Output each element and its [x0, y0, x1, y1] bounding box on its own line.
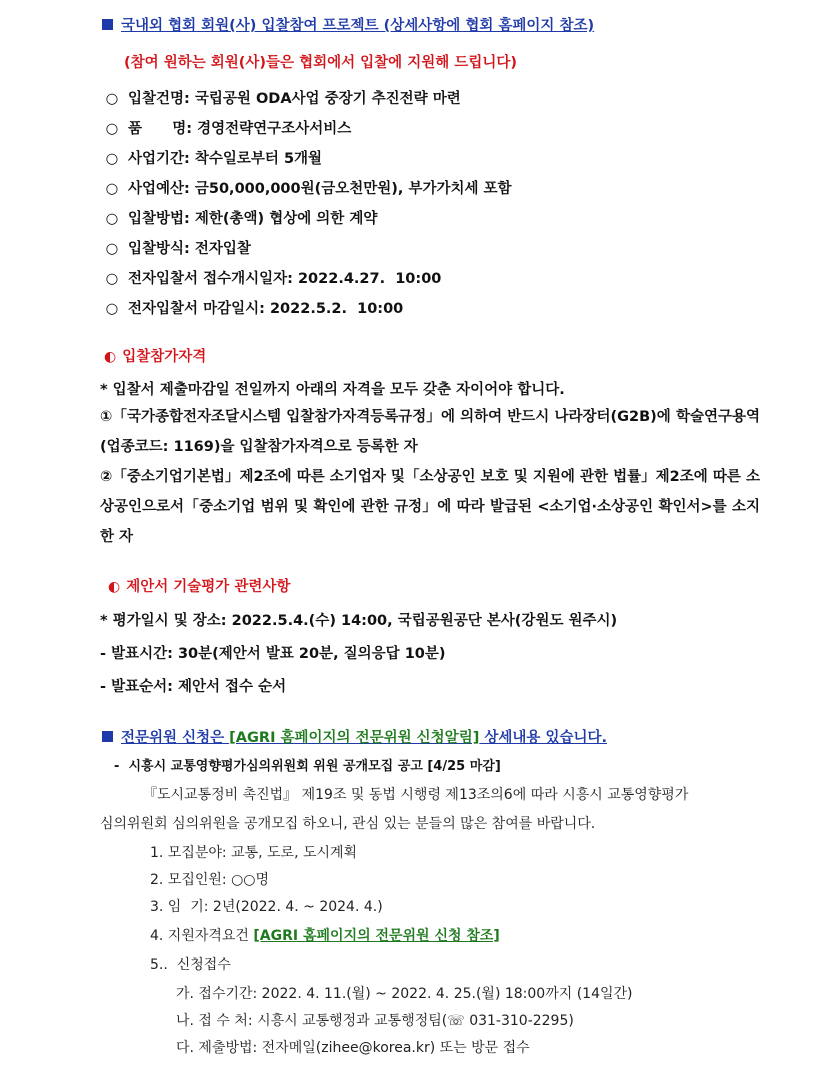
list-item: ○ 품 명: 경영전략연구조사서비스 — [105, 121, 352, 137]
recruit-item: 5.. 신청접수 — [150, 957, 231, 973]
notice-intro: 『도시교통정비 촉진법』 제19조 및 동법 시행령 제13조의6에 따라 시흥시 교통영향평가 — [143, 787, 689, 803]
list-item: ○ 사업기간: 착수일로부터 5개월 — [105, 151, 323, 167]
circle-bullet-icon: ○ — [105, 91, 119, 107]
recruit-notice: - 시흥시 교통영향평가심의위원회 위원 공개모집 공고 [4/25 마감] — [114, 759, 501, 774]
section2-title: ◐ 입찰참가자격 — [104, 349, 207, 365]
square-bullet-icon — [102, 19, 113, 30]
qualification-1: ①「국가종합전자조달시스템 입찰참가자격등록규정」에 의하여 반드시 나라장터(G2B)에 학술연구용역(업종코드: 1169)을 입찰참가자격으로 등록한 자 — [100, 409, 760, 455]
list-item: ○ 전자입찰서 마감일시: 2022.5.2. 10:00 — [105, 301, 404, 317]
circle-bullet-icon: ○ — [105, 241, 119, 257]
evaluation-line: - 발표순서: 제안서 접수 순서 — [100, 679, 287, 695]
circle-bullet-icon: ○ — [105, 301, 119, 317]
circle-bullet-icon: ○ — [105, 181, 119, 197]
application-detail: 가. 접수기간: 2022. 4. 11.(월) ~ 2022. 4. 25.(월) 18:00까지 (14일간) — [176, 986, 633, 1002]
agri-apply-link[interactable]: [AGRI 홈페이지의 전문위원 신청 참조] — [253, 928, 500, 944]
section3-title: ◐ 제안서 기술평가 관련사항 — [108, 579, 291, 595]
evaluation-line: * 평가일시 및 장소: 2022.5.4.(수) 14:00, 국립공원공단 본사(강원도 원주시) — [100, 613, 618, 629]
list-item: ○ 전자입찰서 접수개시일자: 2022.4.27. 10:00 — [105, 271, 442, 287]
square-bullet-icon — [102, 731, 113, 742]
circle-bullet-icon: ○ — [105, 211, 119, 227]
list-item: ○ 입찰건명: 국립공원 ODA사업 중장기 추진전략 마련 — [105, 91, 461, 107]
list-item: ○ 사업예산: 금50,000,000원(금오천만원), 부가가치세 포함 — [105, 181, 512, 197]
qualification-intro: * 입찰서 제출마감일 전일까지 아래의 자격을 모두 갖춘 자이어야 합니다. — [100, 382, 565, 398]
recruit-item: 3. 임 기: 2년(2022. 4. ~ 2024. 4.) — [150, 899, 383, 915]
qualification-2: ②「중소기업기본법」제2조에 따른 소기업자 및「소상공인 보호 및 지원에 관한 법률」제2조에 따른 소상공인으로서「중소기업 범위 및 확인에 관한 규정」에 따라 발급된 <소기업·소상공인 확인서>를 소지한 자 — [100, 469, 760, 545]
circle-bullet-icon: ○ — [105, 271, 119, 287]
circle-bullet-icon: ○ — [105, 151, 119, 167]
section1-title: 국내외 협회 회원(사) 입찰참여 프로젝트 (상세사항에 협회 홈페이지 참조) — [102, 14, 594, 35]
evaluation-line: - 발표시간: 30분(제안서 발표 20분, 질의응답 10분) — [100, 646, 446, 662]
section4-title: 전문위원 신청은 [AGRI 홈페이지의 전문위원 신청알림] 상세내용 있습니다. — [102, 726, 607, 747]
notice-intro: 심의위원회 심의위원을 공개모집 하오니, 관심 있는 분들의 많은 참여를 바랍니다. — [100, 816, 596, 832]
circle-bullet-icon: ○ — [105, 121, 119, 137]
agri-expert-link[interactable]: [AGRI 홈페이지의 전문위원 신청알림] — [229, 730, 480, 746]
recruit-item: 4. 지원자격요건 [AGRI 홈페이지의 전문위원 신청 참조] — [150, 928, 500, 944]
list-item: ○ 입찰방식: 전자입찰 — [105, 241, 251, 257]
list-item: ○ 입찰방법: 제한(총액) 협상에 의한 계약 — [105, 211, 378, 227]
recruit-item: 1. 모집분야: 교통, 도로, 도시계획 — [150, 845, 358, 861]
recruit-item: 2. 모집인원: ○○명 — [150, 872, 270, 888]
half-circle-icon: ◐ — [108, 579, 121, 595]
section1-subtitle: (참여 원하는 회원(사)들은 협회에서 입찰에 지원해 드립니다) — [124, 55, 517, 71]
application-detail: 다. 제출방법: 전자메일(zihee@korea.kr) 또는 방문 접수 — [176, 1040, 530, 1056]
half-circle-icon: ◐ — [104, 349, 117, 365]
application-detail: 나. 접 수 처: 시흥시 교통행정과 교통행정팀(☏ 031-310-2295) — [176, 1013, 574, 1029]
